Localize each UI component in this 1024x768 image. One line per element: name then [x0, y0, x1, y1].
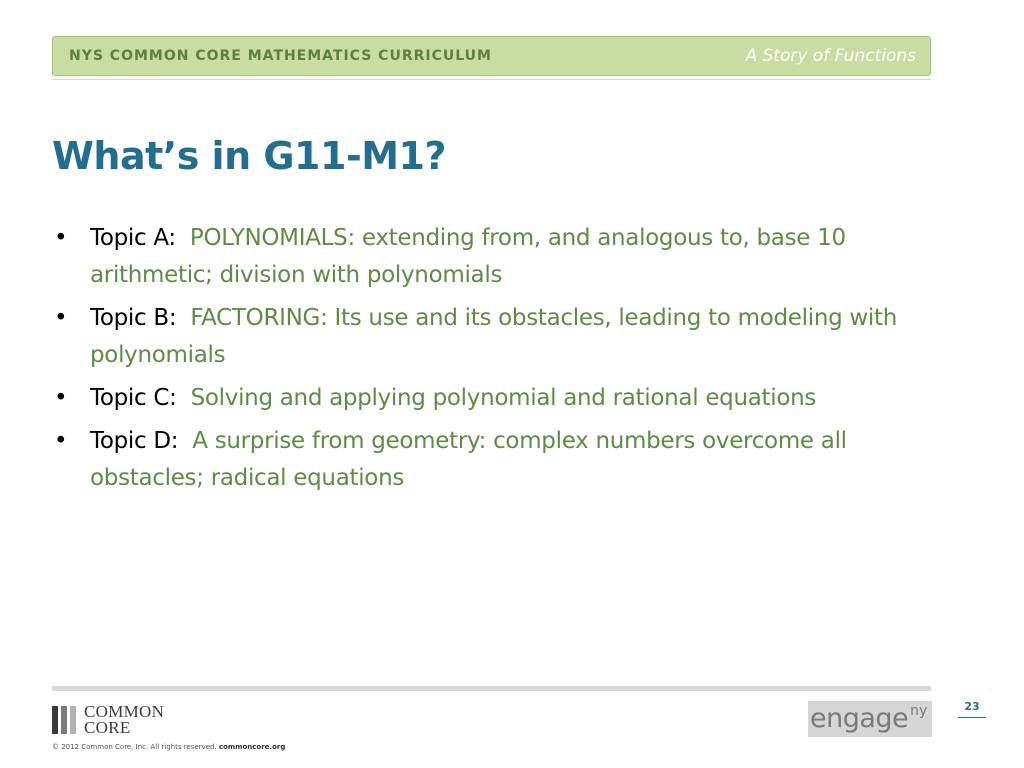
engage-superscript: ny — [910, 703, 928, 719]
topic-item-a — [52, 220, 957, 294]
topic-item-c — [52, 380, 957, 417]
logo-bar — [61, 706, 67, 734]
bullet-icon: • — [54, 305, 68, 331]
engage-wordmark: engage — [810, 703, 909, 734]
topic-list — [52, 220, 957, 503]
copyright-notice — [52, 743, 285, 751]
topic-label: Topic A: — [90, 225, 176, 251]
topic-description: POLYNOMIALS: extending from, and analogous to, base 10 arithmetic; division with polynomials — [90, 225, 846, 288]
header-divider — [52, 79, 931, 80]
common-core-bars-icon — [52, 706, 76, 734]
copyright-text: © 2012 Common Core, Inc. All rights reserved. — [52, 743, 217, 751]
slide-title: What’s in G11-M1? — [52, 134, 447, 178]
topic-description: Solving and applying polynomial and rational equations — [190, 385, 817, 411]
page-number-underline — [958, 717, 986, 718]
footer-divider — [52, 686, 931, 691]
curriculum-title: NYS COMMON CORE MATHEMATICS CURRICULUM — [69, 48, 492, 64]
wordmark-line1: COMMON — [84, 702, 165, 721]
engageny-logo — [808, 701, 932, 737]
topic-label: Topic D: — [90, 428, 179, 454]
bullet-icon: • — [54, 428, 68, 454]
logo-bar — [70, 706, 76, 734]
topic-label: Topic C: — [90, 385, 177, 411]
topic-description: FACTORING: Its use and its obstacles, leading to modeling with polynomials — [90, 305, 898, 368]
topic-description: A surprise from geometry: complex numbers overcome all obstacles; radical equations — [90, 428, 847, 491]
logo-bar — [52, 706, 58, 734]
wordmark-line2: CORE — [84, 718, 131, 737]
curriculum-subtitle: A Story of Functions — [745, 46, 916, 66]
topic-item-b — [52, 300, 957, 374]
bullet-icon: • — [54, 385, 68, 411]
bullet-icon: • — [54, 225, 68, 251]
topic-label: Topic B: — [90, 305, 177, 331]
copyright-link[interactable]: commoncore.org — [218, 743, 286, 751]
topic-item-d — [52, 423, 957, 497]
curriculum-header — [52, 36, 931, 76]
common-core-wordmark — [84, 704, 164, 736]
page-number: 23 — [964, 700, 980, 713]
common-core-logo — [52, 704, 164, 736]
